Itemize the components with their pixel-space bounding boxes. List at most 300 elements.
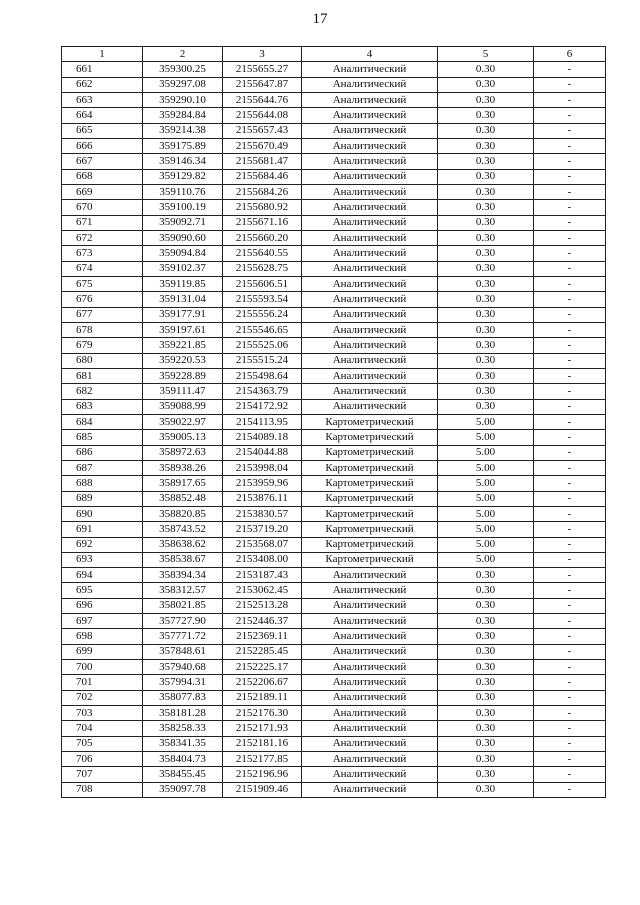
table-row — [62, 552, 606, 567]
method-cell: Аналитический — [302, 77, 438, 92]
table-row — [62, 62, 606, 77]
x-coordinate-cell: 358404.73 — [143, 752, 223, 767]
table-row — [62, 77, 606, 92]
x-coordinate-cell: 358852.48 — [143, 491, 223, 506]
table-row — [62, 629, 606, 644]
y-coordinate-cell: 2155515.24 — [223, 353, 302, 368]
x-coordinate-cell: 359005.13 — [143, 430, 223, 445]
point-number-cell: 698 — [62, 629, 143, 644]
table-row — [62, 690, 606, 705]
x-coordinate-cell: 358077.83 — [143, 690, 223, 705]
accuracy-cell: 0.30 — [438, 598, 534, 613]
table-row — [62, 169, 606, 184]
point-number-cell: 661 — [62, 62, 143, 77]
method-cell: Аналитический — [302, 108, 438, 123]
x-coordinate-cell: 358455.45 — [143, 767, 223, 782]
point-number-cell: 664 — [62, 108, 143, 123]
table-header-row — [62, 47, 606, 62]
y-coordinate-cell: 2153187.43 — [223, 568, 302, 583]
y-coordinate-cell: 2155681.47 — [223, 154, 302, 169]
point-number-cell: 674 — [62, 261, 143, 276]
method-cell: Аналитический — [302, 660, 438, 675]
table-row — [62, 138, 606, 153]
table-row — [62, 706, 606, 721]
point-number-cell: 688 — [62, 476, 143, 491]
method-cell: Аналитический — [302, 736, 438, 751]
note-cell: - — [534, 568, 606, 583]
method-cell: Аналитический — [302, 154, 438, 169]
accuracy-cell: 5.00 — [438, 506, 534, 521]
method-cell: Аналитический — [302, 368, 438, 383]
x-coordinate-cell: 358394.34 — [143, 568, 223, 583]
method-cell: Аналитический — [302, 292, 438, 307]
y-coordinate-cell: 2154113.95 — [223, 414, 302, 429]
point-number-cell: 696 — [62, 598, 143, 613]
note-cell: - — [534, 644, 606, 659]
page-number: 17 — [312, 11, 328, 27]
x-coordinate-cell: 359284.84 — [143, 108, 223, 123]
x-coordinate-cell: 359300.25 — [143, 62, 223, 77]
y-coordinate-cell: 2155640.55 — [223, 246, 302, 261]
y-coordinate-cell: 2155684.26 — [223, 184, 302, 199]
y-coordinate-cell: 2153876.11 — [223, 491, 302, 506]
note-cell: - — [534, 108, 606, 123]
coordinates-table — [61, 46, 606, 798]
point-number-cell: 673 — [62, 246, 143, 261]
note-cell: - — [534, 706, 606, 721]
table-row — [62, 399, 606, 414]
x-coordinate-cell: 359220.53 — [143, 353, 223, 368]
accuracy-cell: 0.30 — [438, 77, 534, 92]
x-coordinate-cell: 359092.71 — [143, 215, 223, 230]
accuracy-cell: 0.30 — [438, 138, 534, 153]
method-cell: Аналитический — [302, 169, 438, 184]
accuracy-cell: 0.30 — [438, 246, 534, 261]
note-cell: - — [534, 598, 606, 613]
column-header: 5 — [438, 47, 534, 62]
y-coordinate-cell: 2154172.92 — [223, 399, 302, 414]
table-row — [62, 384, 606, 399]
point-number-cell: 687 — [62, 460, 143, 475]
y-coordinate-cell: 2153830.57 — [223, 506, 302, 521]
note-cell: - — [534, 230, 606, 245]
y-coordinate-cell: 2155660.20 — [223, 230, 302, 245]
y-coordinate-cell: 2153959.96 — [223, 476, 302, 491]
accuracy-cell: 0.30 — [438, 215, 534, 230]
point-number-cell: 690 — [62, 506, 143, 521]
accuracy-cell: 0.30 — [438, 660, 534, 675]
y-coordinate-cell: 2152225.17 — [223, 660, 302, 675]
y-coordinate-cell: 2153998.04 — [223, 460, 302, 475]
note-cell: - — [534, 537, 606, 552]
note-cell: - — [534, 123, 606, 138]
point-number-cell: 665 — [62, 123, 143, 138]
accuracy-cell: 0.30 — [438, 690, 534, 705]
point-number-cell: 697 — [62, 614, 143, 629]
x-coordinate-cell: 359146.34 — [143, 154, 223, 169]
point-number-cell: 680 — [62, 353, 143, 368]
accuracy-cell: 0.30 — [438, 292, 534, 307]
note-cell: - — [534, 460, 606, 475]
table-row — [62, 338, 606, 353]
method-cell: Аналитический — [302, 767, 438, 782]
table-row — [62, 460, 606, 475]
y-coordinate-cell: 2155628.75 — [223, 261, 302, 276]
point-number-cell: 693 — [62, 552, 143, 567]
point-number-cell: 686 — [62, 445, 143, 460]
note-cell: - — [534, 353, 606, 368]
x-coordinate-cell: 358938.26 — [143, 460, 223, 475]
note-cell: - — [534, 92, 606, 107]
x-coordinate-cell: 359297.08 — [143, 77, 223, 92]
method-cell: Картометрический — [302, 522, 438, 537]
x-coordinate-cell: 359175.89 — [143, 138, 223, 153]
method-cell: Аналитический — [302, 583, 438, 598]
y-coordinate-cell: 2152177.85 — [223, 752, 302, 767]
note-cell: - — [534, 752, 606, 767]
note-cell: - — [534, 430, 606, 445]
accuracy-cell: 5.00 — [438, 414, 534, 429]
y-coordinate-cell: 2155644.76 — [223, 92, 302, 107]
table-row — [62, 583, 606, 598]
table-row — [62, 721, 606, 736]
table-row — [62, 123, 606, 138]
table-row — [62, 675, 606, 690]
y-coordinate-cell: 2155644.08 — [223, 108, 302, 123]
note-cell: - — [534, 690, 606, 705]
accuracy-cell: 0.30 — [438, 353, 534, 368]
accuracy-cell: 5.00 — [438, 476, 534, 491]
y-coordinate-cell: 2155647.87 — [223, 77, 302, 92]
method-cell: Картометрический — [302, 430, 438, 445]
table-row — [62, 506, 606, 521]
accuracy-cell: 0.30 — [438, 752, 534, 767]
note-cell: - — [534, 62, 606, 77]
method-cell: Картометрический — [302, 414, 438, 429]
point-number-cell: 668 — [62, 169, 143, 184]
y-coordinate-cell: 2155593.54 — [223, 292, 302, 307]
point-number-cell: 671 — [62, 215, 143, 230]
accuracy-cell: 0.30 — [438, 200, 534, 215]
accuracy-cell: 5.00 — [438, 537, 534, 552]
table-row — [62, 292, 606, 307]
method-cell: Аналитический — [302, 568, 438, 583]
note-cell: - — [534, 491, 606, 506]
note-cell: - — [534, 322, 606, 337]
method-cell: Аналитический — [302, 246, 438, 261]
x-coordinate-cell: 359111.47 — [143, 384, 223, 399]
x-coordinate-cell: 359097.78 — [143, 782, 223, 797]
x-coordinate-cell: 357848.61 — [143, 644, 223, 659]
table-row — [62, 522, 606, 537]
point-number-cell: 692 — [62, 537, 143, 552]
note-cell: - — [534, 552, 606, 567]
y-coordinate-cell: 2152196.96 — [223, 767, 302, 782]
accuracy-cell: 0.30 — [438, 675, 534, 690]
table-row — [62, 491, 606, 506]
note-cell: - — [534, 476, 606, 491]
y-coordinate-cell: 2153719.20 — [223, 522, 302, 537]
point-number-cell: 702 — [62, 690, 143, 705]
x-coordinate-cell: 357727.90 — [143, 614, 223, 629]
point-number-cell: 708 — [62, 782, 143, 797]
method-cell: Аналитический — [302, 230, 438, 245]
method-cell: Аналитический — [302, 123, 438, 138]
note-cell: - — [534, 399, 606, 414]
column-header: 4 — [302, 47, 438, 62]
y-coordinate-cell: 2152181.16 — [223, 736, 302, 751]
method-cell: Аналитический — [302, 644, 438, 659]
y-coordinate-cell: 2154089.18 — [223, 430, 302, 445]
method-cell: Аналитический — [302, 338, 438, 353]
table-body — [62, 62, 606, 798]
y-coordinate-cell: 2152206.67 — [223, 675, 302, 690]
table-row — [62, 368, 606, 383]
accuracy-cell: 0.30 — [438, 276, 534, 291]
accuracy-cell: 0.30 — [438, 614, 534, 629]
note-cell: - — [534, 660, 606, 675]
accuracy-cell: 0.30 — [438, 384, 534, 399]
method-cell: Аналитический — [302, 782, 438, 797]
method-cell: Картометрический — [302, 491, 438, 506]
accuracy-cell: 0.30 — [438, 568, 534, 583]
note-cell: - — [534, 154, 606, 169]
method-cell: Картометрический — [302, 506, 438, 521]
method-cell: Аналитический — [302, 200, 438, 215]
table-row — [62, 736, 606, 751]
table-row — [62, 476, 606, 491]
x-coordinate-cell: 359022.97 — [143, 414, 223, 429]
x-coordinate-cell: 358312.57 — [143, 583, 223, 598]
method-cell: Аналитический — [302, 614, 438, 629]
note-cell: - — [534, 614, 606, 629]
x-coordinate-cell: 359177.91 — [143, 307, 223, 322]
point-number-cell: 675 — [62, 276, 143, 291]
point-number-cell: 691 — [62, 522, 143, 537]
x-coordinate-cell: 358258.33 — [143, 721, 223, 736]
x-coordinate-cell: 358341.35 — [143, 736, 223, 751]
y-coordinate-cell: 2153568.07 — [223, 537, 302, 552]
x-coordinate-cell: 358917.65 — [143, 476, 223, 491]
table-row — [62, 307, 606, 322]
point-number-cell: 707 — [62, 767, 143, 782]
y-coordinate-cell: 2155546.65 — [223, 322, 302, 337]
point-number-cell: 682 — [62, 384, 143, 399]
column-header: 1 — [62, 47, 143, 62]
x-coordinate-cell: 357994.31 — [143, 675, 223, 690]
x-coordinate-cell: 359221.85 — [143, 338, 223, 353]
x-coordinate-cell: 359214.38 — [143, 123, 223, 138]
note-cell: - — [534, 506, 606, 521]
point-number-cell: 704 — [62, 721, 143, 736]
method-cell: Картометрический — [302, 552, 438, 567]
point-number-cell: 669 — [62, 184, 143, 199]
note-cell: - — [534, 169, 606, 184]
point-number-cell: 703 — [62, 706, 143, 721]
y-coordinate-cell: 2152176.30 — [223, 706, 302, 721]
method-cell: Аналитический — [302, 62, 438, 77]
table-row — [62, 445, 606, 460]
point-number-cell: 676 — [62, 292, 143, 307]
point-number-cell: 700 — [62, 660, 143, 675]
note-cell: - — [534, 77, 606, 92]
y-coordinate-cell: 2155680.92 — [223, 200, 302, 215]
note-cell: - — [534, 338, 606, 353]
table-row — [62, 108, 606, 123]
column-header: 2 — [143, 47, 223, 62]
accuracy-cell: 0.30 — [438, 629, 534, 644]
accuracy-cell: 0.30 — [438, 62, 534, 77]
point-number-cell: 678 — [62, 322, 143, 337]
method-cell: Аналитический — [302, 92, 438, 107]
y-coordinate-cell: 2152369.11 — [223, 629, 302, 644]
table-row — [62, 200, 606, 215]
method-cell: Аналитический — [302, 598, 438, 613]
point-number-cell: 663 — [62, 92, 143, 107]
accuracy-cell: 0.30 — [438, 338, 534, 353]
note-cell: - — [534, 782, 606, 797]
point-number-cell: 681 — [62, 368, 143, 383]
note-cell: - — [534, 767, 606, 782]
point-number-cell: 705 — [62, 736, 143, 751]
point-number-cell: 684 — [62, 414, 143, 429]
table-row — [62, 660, 606, 675]
accuracy-cell: 0.30 — [438, 782, 534, 797]
accuracy-cell: 0.30 — [438, 123, 534, 138]
accuracy-cell: 0.30 — [438, 767, 534, 782]
table-row — [62, 230, 606, 245]
note-cell: - — [534, 200, 606, 215]
method-cell: Аналитический — [302, 399, 438, 414]
y-coordinate-cell: 2153062.45 — [223, 583, 302, 598]
accuracy-cell: 0.30 — [438, 92, 534, 107]
accuracy-cell: 5.00 — [438, 430, 534, 445]
x-coordinate-cell: 359094.84 — [143, 246, 223, 261]
accuracy-cell: 0.30 — [438, 230, 534, 245]
table-row — [62, 322, 606, 337]
note-cell: - — [534, 215, 606, 230]
table-row — [62, 184, 606, 199]
table-row — [62, 752, 606, 767]
accuracy-cell: 0.30 — [438, 154, 534, 169]
accuracy-cell: 0.30 — [438, 322, 534, 337]
accuracy-cell: 0.30 — [438, 169, 534, 184]
method-cell: Картометрический — [302, 537, 438, 552]
accuracy-cell: 0.30 — [438, 583, 534, 598]
note-cell: - — [534, 261, 606, 276]
accuracy-cell: 0.30 — [438, 184, 534, 199]
accuracy-cell: 5.00 — [438, 445, 534, 460]
x-coordinate-cell: 358021.85 — [143, 598, 223, 613]
x-coordinate-cell: 359119.85 — [143, 276, 223, 291]
point-number-cell: 667 — [62, 154, 143, 169]
column-header: 6 — [534, 47, 606, 62]
point-number-cell: 685 — [62, 430, 143, 445]
x-coordinate-cell: 359090.60 — [143, 230, 223, 245]
x-coordinate-cell: 358743.52 — [143, 522, 223, 537]
note-cell: - — [534, 292, 606, 307]
y-coordinate-cell: 2155657.43 — [223, 123, 302, 138]
point-number-cell: 695 — [62, 583, 143, 598]
y-coordinate-cell: 2152285.45 — [223, 644, 302, 659]
method-cell: Аналитический — [302, 629, 438, 644]
x-coordinate-cell: 358638.62 — [143, 537, 223, 552]
accuracy-cell: 0.30 — [438, 108, 534, 123]
table-row — [62, 246, 606, 261]
table-row — [62, 568, 606, 583]
note-cell: - — [534, 276, 606, 291]
y-coordinate-cell: 2155684.46 — [223, 169, 302, 184]
accuracy-cell: 0.30 — [438, 261, 534, 276]
note-cell: - — [534, 736, 606, 751]
y-coordinate-cell: 2155525.06 — [223, 338, 302, 353]
method-cell: Аналитический — [302, 721, 438, 736]
method-cell: Аналитический — [302, 690, 438, 705]
point-number-cell: 706 — [62, 752, 143, 767]
table-row — [62, 430, 606, 445]
accuracy-cell: 0.30 — [438, 721, 534, 736]
y-coordinate-cell: 2154363.79 — [223, 384, 302, 399]
x-coordinate-cell: 359129.82 — [143, 169, 223, 184]
note-cell: - — [534, 307, 606, 322]
method-cell: Аналитический — [302, 215, 438, 230]
x-coordinate-cell: 359197.61 — [143, 322, 223, 337]
y-coordinate-cell: 2152171.93 — [223, 721, 302, 736]
x-coordinate-cell: 358538.67 — [143, 552, 223, 567]
y-coordinate-cell: 2155670.49 — [223, 138, 302, 153]
point-number-cell: 694 — [62, 568, 143, 583]
point-number-cell: 672 — [62, 230, 143, 245]
point-number-cell: 679 — [62, 338, 143, 353]
note-cell: - — [534, 629, 606, 644]
x-coordinate-cell: 359100.19 — [143, 200, 223, 215]
table-row — [62, 537, 606, 552]
x-coordinate-cell: 357771.72 — [143, 629, 223, 644]
x-coordinate-cell: 358972.63 — [143, 445, 223, 460]
note-cell: - — [534, 246, 606, 261]
method-cell: Аналитический — [302, 261, 438, 276]
method-cell: Аналитический — [302, 706, 438, 721]
x-coordinate-cell: 359228.89 — [143, 368, 223, 383]
method-cell: Аналитический — [302, 675, 438, 690]
accuracy-cell: 0.30 — [438, 644, 534, 659]
accuracy-cell: 0.30 — [438, 368, 534, 383]
note-cell: - — [534, 675, 606, 690]
table-row — [62, 782, 606, 797]
y-coordinate-cell: 2152513.28 — [223, 598, 302, 613]
note-cell: - — [534, 522, 606, 537]
table-row — [62, 154, 606, 169]
y-coordinate-cell: 2152446.37 — [223, 614, 302, 629]
method-cell: Аналитический — [302, 138, 438, 153]
table-row — [62, 598, 606, 613]
method-cell: Аналитический — [302, 307, 438, 322]
y-coordinate-cell: 2155671.16 — [223, 215, 302, 230]
y-coordinate-cell: 2151909.46 — [223, 782, 302, 797]
note-cell: - — [534, 414, 606, 429]
note-cell: - — [534, 583, 606, 598]
accuracy-cell: 5.00 — [438, 460, 534, 475]
accuracy-cell: 5.00 — [438, 552, 534, 567]
point-number-cell: 666 — [62, 138, 143, 153]
accuracy-cell: 0.30 — [438, 399, 534, 414]
point-number-cell: 677 — [62, 307, 143, 322]
y-coordinate-cell: 2153408.00 — [223, 552, 302, 567]
point-number-cell: 683 — [62, 399, 143, 414]
method-cell: Аналитический — [302, 752, 438, 767]
accuracy-cell: 0.30 — [438, 706, 534, 721]
accuracy-cell: 0.30 — [438, 307, 534, 322]
